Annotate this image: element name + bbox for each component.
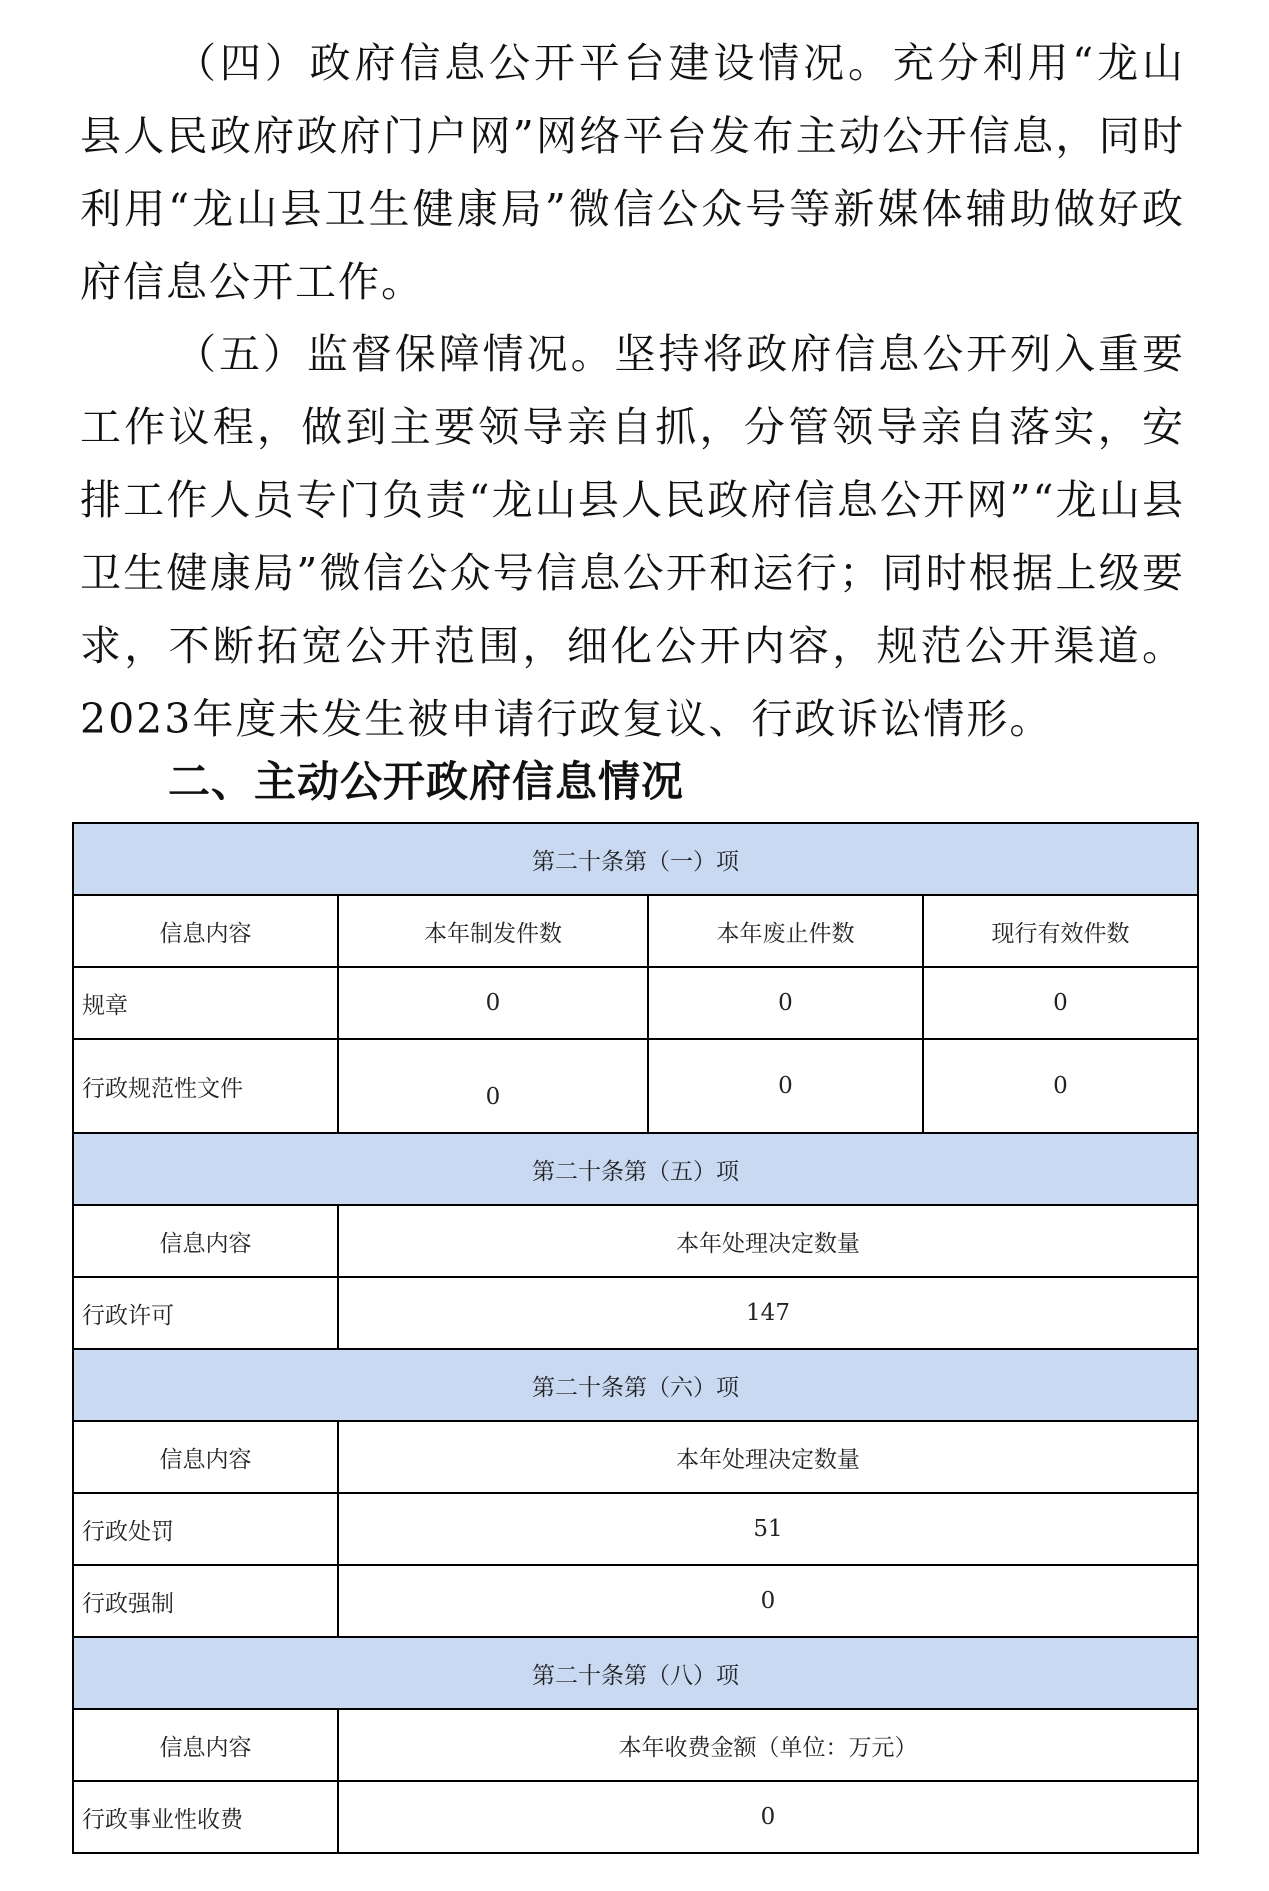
section-title-art5: 第二十条第（五）项 [73, 1133, 1198, 1205]
table-section-row [73, 1349, 1198, 1421]
row-label: 行政处罚 [73, 1493, 338, 1565]
header-issued-count: 本年制发件数 [338, 895, 648, 967]
header-valid-count: 现行有效件数 [923, 895, 1198, 967]
paragraph-platform-construction: （四）政府信息公开平台建设情况。充分利用“龙山县人民政府政府门户网”网络平台发布主动公开信息，同时利用“龙山县卫生健康局”微信公众号等新媒体辅助做好政府信息公开工作。 [80, 39, 1185, 306]
table-row [73, 1493, 1198, 1565]
table-section-row [73, 1637, 1198, 1709]
table-header-row [73, 1709, 1198, 1781]
disclosure-table [72, 822, 1199, 1854]
table-row [73, 1277, 1198, 1349]
row-label: 行政规范性文件 [73, 1039, 338, 1133]
row-label: 行政许可 [73, 1277, 338, 1349]
cell-issued: 0 [338, 967, 648, 1039]
row-label: 行政事业性收费 [73, 1781, 338, 1853]
table-row [73, 1565, 1198, 1637]
table-section-row [73, 1133, 1198, 1205]
section-title-art6: 第二十条第（六）项 [73, 1349, 1198, 1421]
header-info-content: 信息内容 [73, 895, 338, 967]
table-header-row [73, 1205, 1198, 1277]
header-decision-count: 本年处理决定数量 [338, 1421, 1198, 1493]
section-title-art1: 第二十条第（一）项 [73, 823, 1198, 895]
row-label: 行政强制 [73, 1565, 338, 1637]
cell-value: 51 [338, 1493, 1198, 1565]
table-row [73, 1781, 1198, 1853]
table-section-row [73, 823, 1198, 895]
cell-valid: 0 [923, 1039, 1198, 1133]
table-row [73, 967, 1198, 1039]
cell-value: 147 [338, 1277, 1198, 1349]
section-heading: 二、主动公开政府信息情况 [168, 757, 685, 806]
header-fee-amount: 本年收费金额（单位：万元） [338, 1709, 1198, 1781]
header-info-content: 信息内容 [73, 1205, 338, 1277]
cell-issued: 0 [338, 1039, 648, 1133]
cell-abolished: 0 [648, 1039, 923, 1133]
cell-abolished: 0 [648, 967, 923, 1039]
cell-value: 0 [338, 1565, 1198, 1637]
header-info-content: 信息内容 [73, 1709, 338, 1781]
table-header-row [73, 1421, 1198, 1493]
table-header-row [73, 895, 1198, 967]
cell-valid: 0 [923, 967, 1198, 1039]
header-decision-count: 本年处理决定数量 [338, 1205, 1198, 1277]
table-row [73, 1039, 1198, 1133]
cell-value: 0 [338, 1781, 1198, 1853]
section-title-art8: 第二十条第（八）项 [73, 1637, 1198, 1709]
paragraph-supervision-guarantee: （五）监督保障情况。坚持将政府信息公开列入重要工作议程，做到主要领导亲自抓，分管领导亲自落实，安排工作人员专门负责“龙山县人民政府信息公开网”“龙山县卫生健康局”微信公众号信息公开和运行；同时根据上级要求，不断拓宽公开范围，细化公开内容，规范公开渠道。2023年度未发生被申请行政复议、行政诉讼情形。 [80, 330, 1185, 743]
header-info-content: 信息内容 [73, 1421, 338, 1493]
header-abolished-count: 本年废止件数 [648, 895, 923, 967]
row-label: 规章 [73, 967, 338, 1039]
